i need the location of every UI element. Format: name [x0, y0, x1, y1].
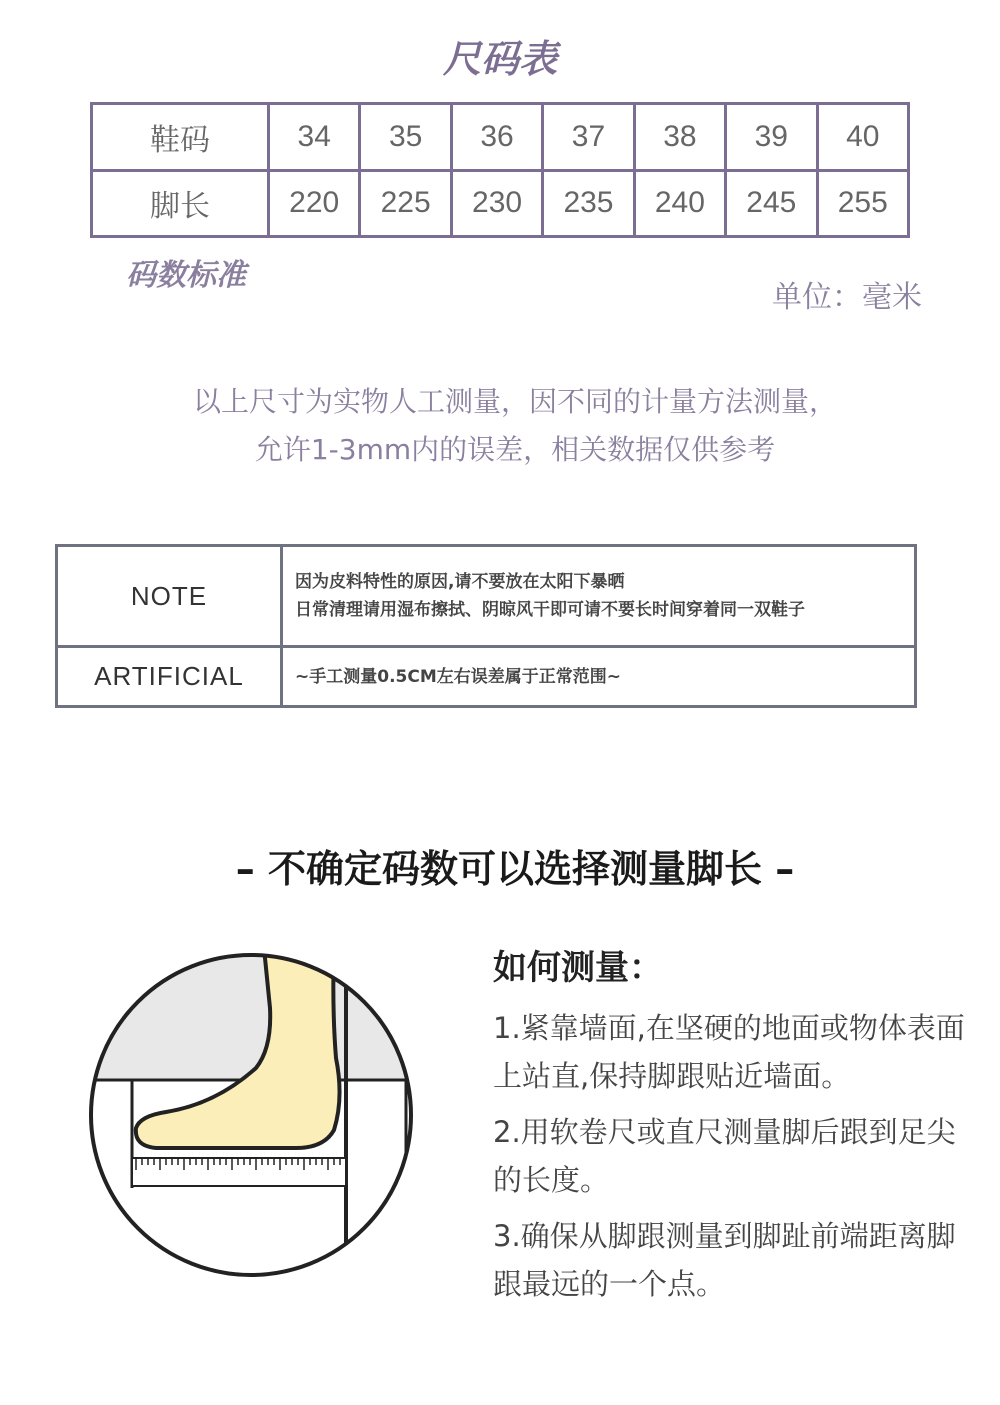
artificial-row [57, 647, 916, 707]
note-row [57, 546, 916, 647]
disclaimer [0, 378, 1000, 474]
size-row-label: 鞋码 [92, 104, 269, 171]
note-line-1: 因为皮料特性的原因,请不要放在太阳下暴晒 [295, 572, 625, 593]
wall-area [86, 948, 416, 1080]
note-label: NOTE [57, 546, 282, 647]
disclaimer-line-1: 以上尺寸为实物人工测量，因不同的计量方法测量， [192, 385, 837, 418]
size-row [92, 104, 909, 171]
step-item: 3.确保从脚跟测量到脚趾前端距离脚跟最远的一个点。 [493, 1219, 956, 1301]
foot-measure-illustration [86, 948, 416, 1282]
length-cell: 220 [269, 170, 360, 237]
section-title: – 不确定码数可以选择测量脚长 – [235, 847, 795, 891]
length-row-label: 脚长 [92, 170, 269, 237]
artificial-text: ~手工测量0.5CM左右误差属于正常范围~ [282, 647, 916, 707]
length-row [92, 170, 909, 237]
length-cell: 240 [634, 170, 725, 237]
size-cell: 38 [634, 104, 725, 171]
how-to-measure-title: 如何测量： [493, 948, 663, 988]
step-item: 2.用软卷尺或直尺测量脚后跟到足尖的长度。 [493, 1115, 956, 1197]
artificial-label: ARTIFICIAL [57, 647, 282, 707]
size-cell: 36 [451, 104, 542, 171]
note-line-2: 日常清理请用湿布擦拭、阴晾风干即可请不要长时间穿着同一双鞋子 [295, 600, 805, 621]
size-cell: 37 [543, 104, 634, 171]
size-cell: 40 [817, 104, 908, 171]
length-cell: 235 [543, 170, 634, 237]
note-text [282, 546, 916, 647]
size-cell: 39 [726, 104, 817, 171]
disclaimer-line-2: 允许1-3mm内的误差，相关数据仅供参考 [254, 433, 776, 466]
steps-list [493, 1004, 983, 1316]
standard-label: 码数标准 [126, 258, 246, 293]
size-table [90, 102, 910, 238]
step-item: 1.紧靠墙面,在坚硬的地面或物体表面上站直,保持脚跟贴近墙面。 [493, 1011, 965, 1093]
unit-label: 单位：毫米 [772, 280, 922, 315]
note-table [55, 544, 917, 708]
length-cell: 225 [360, 170, 451, 237]
ruler [132, 1158, 346, 1186]
page-title: 尺码表 [442, 37, 557, 81]
length-cell: 230 [451, 170, 542, 237]
size-cell: 34 [269, 104, 360, 171]
length-cell: 255 [817, 170, 908, 237]
size-cell: 35 [360, 104, 451, 171]
length-cell: 245 [726, 170, 817, 237]
